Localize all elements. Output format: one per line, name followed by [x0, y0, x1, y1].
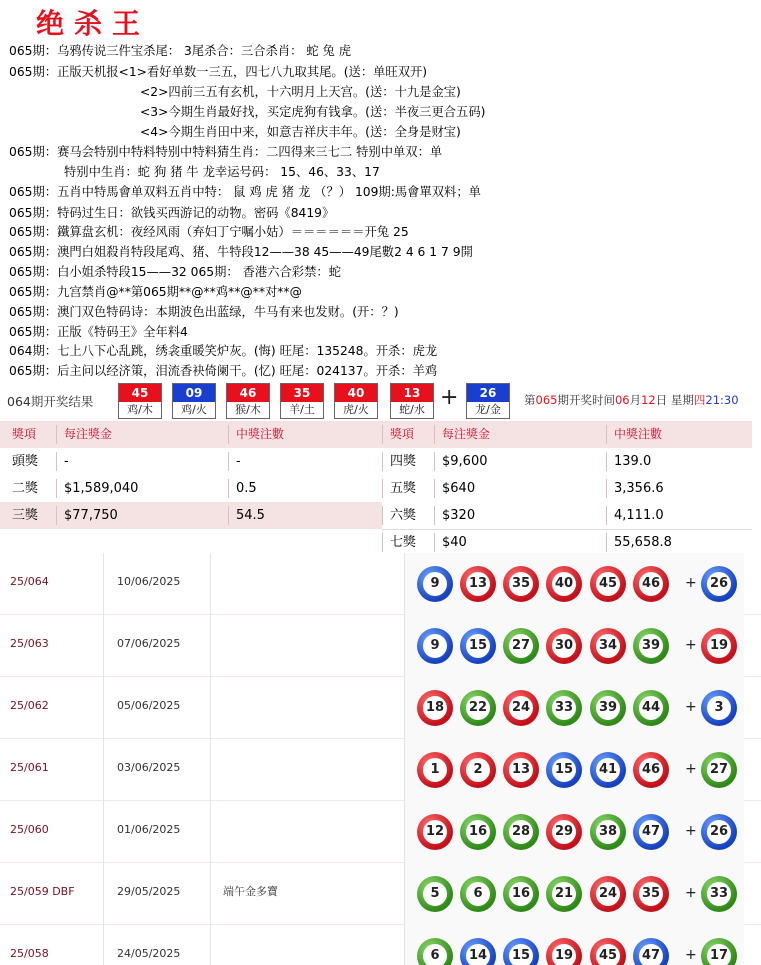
- forecast-line: 065期：澳門白姐殺肖特段尾鸡、猪、牛特段12——38 45——49尾數2 4 6 1 7 9開: [9, 245, 473, 259]
- ball-number: 13: [466, 572, 490, 596]
- next-prefix: 第: [524, 393, 536, 407]
- draw-history-list: [0, 553, 761, 965]
- next-time: 21:30: [705, 393, 739, 407]
- ball-number: 18: [423, 696, 447, 720]
- prize-cell: $1,589,040: [64, 481, 139, 496]
- draw-date: 05/06/2025: [103, 677, 210, 739]
- ball-number: 16: [466, 820, 490, 844]
- forecast-line: <3>今期生肖最好找，买定虎狗有钱拿。(送：半夜三更合五码): [140, 105, 486, 119]
- ball-number: 46: [639, 758, 663, 782]
- draw-balls: [404, 863, 744, 925]
- draw-note: [210, 553, 404, 615]
- column-divider: [228, 506, 229, 525]
- prize-table-header: [0, 421, 752, 448]
- prize-cell: 五獎: [390, 481, 417, 496]
- lottery-ball: [633, 690, 669, 726]
- draw-note: 端午金多寶: [210, 863, 404, 925]
- lottery-ball: [546, 566, 582, 602]
- column-divider: [434, 452, 435, 471]
- prize-cell: 3,356.6: [614, 481, 664, 496]
- prize-cell: 139.0: [614, 454, 652, 469]
- ball-number: 34: [596, 634, 620, 658]
- column-divider: [382, 452, 383, 471]
- prize-cell: -: [64, 454, 69, 469]
- plus-sign: +: [685, 575, 697, 591]
- ball-number: 6: [466, 882, 490, 906]
- ball-number: 27: [707, 758, 731, 782]
- lottery-ball: [460, 690, 496, 726]
- lottery-ball: [460, 938, 496, 965]
- history-row: [0, 863, 761, 925]
- ball-zodiac: 鸡/火: [181, 403, 207, 416]
- ball-number: 33: [552, 696, 576, 720]
- prize-cell: 54.5: [236, 508, 265, 523]
- next-day: 12: [641, 393, 656, 407]
- next-draw-info: [524, 392, 739, 408]
- previous-draw-ball: [226, 383, 270, 419]
- forecast-line: <2>四前三五有玄机，十六明月上天宫。(送：十九是金宝): [140, 85, 461, 99]
- prize-cell: -: [236, 454, 241, 469]
- forecast-line: 065期：赛马会特别中特料特别中特料猜生肖：二四得来三七二 特别中单双：单: [9, 145, 443, 159]
- lottery-ball: [460, 752, 496, 788]
- prize-cell: 二獎: [12, 481, 39, 496]
- prize-cell: $77,750: [64, 508, 118, 523]
- column-divider: [56, 452, 57, 471]
- ball-zodiac: 羊/土: [289, 403, 315, 416]
- column-divider: [606, 506, 607, 525]
- history-row: [0, 553, 761, 615]
- column-divider: [382, 506, 383, 525]
- column-divider: [434, 479, 435, 498]
- draw-balls: [404, 553, 744, 615]
- prize-table-row: [0, 529, 752, 556]
- draw-balls: [404, 925, 744, 965]
- special-lottery-ball: [701, 814, 737, 850]
- draw-issue: 25/058: [10, 947, 49, 960]
- prize-table-row: [0, 448, 752, 475]
- ball-number: 28: [509, 820, 533, 844]
- ball-number: 24: [596, 882, 620, 906]
- history-row: [0, 615, 761, 677]
- ball-number: 39: [596, 696, 620, 720]
- lottery-ball: [417, 628, 453, 664]
- forecast-line: 064期：七上八下心乱跳，绣衾重暖笑炉灰。(悔) 旺尾：135248。开杀：虎龙: [9, 344, 438, 358]
- lottery-ball: [633, 628, 669, 664]
- ball-number: 12: [423, 820, 447, 844]
- ball-number: 33: [707, 882, 731, 906]
- lottery-ball: [546, 938, 582, 965]
- lottery-ball: [546, 814, 582, 850]
- next-month: 06: [614, 393, 630, 407]
- ball-zodiac: 蛇/水: [399, 403, 425, 416]
- lottery-ball: [633, 938, 669, 965]
- lottery-ball: [590, 752, 626, 788]
- prize-cell: 六獎: [390, 508, 417, 523]
- previous-draw-result: [0, 381, 761, 421]
- special-lottery-ball: [701, 690, 737, 726]
- history-row: [0, 677, 761, 739]
- ball-number: 45: [119, 384, 161, 402]
- forecast-line: 065期：正版天机报<1>看好单数一三五，四七八九取其尾。(送：单旺双开): [9, 65, 428, 79]
- plus-sign: +: [685, 699, 697, 715]
- column-divider: [434, 533, 435, 552]
- lottery-ball: [417, 938, 453, 965]
- lottery-ball: [590, 690, 626, 726]
- next-mid: 期开奖时间: [557, 393, 615, 407]
- draw-issue: 25/061: [10, 761, 49, 774]
- lottery-ball: [460, 876, 496, 912]
- ball-number: 1: [423, 758, 447, 782]
- prize-header-cell: 中獎注數: [236, 427, 285, 441]
- prize-header-cell: 獎項: [12, 427, 37, 441]
- column-divider: [606, 479, 607, 498]
- plus-sign: +: [685, 885, 697, 901]
- prize-cell: 0.5: [236, 481, 257, 496]
- previous-draw-ball: [118, 383, 162, 419]
- ball-number: 26: [707, 572, 731, 596]
- draw-note: [210, 739, 404, 801]
- next-issue: 065: [535, 393, 558, 407]
- lottery-ball: [503, 876, 539, 912]
- plus-sign: +: [440, 385, 459, 410]
- prize-cell: $640: [442, 481, 476, 496]
- prize-header-cell: 每注獎金: [64, 427, 113, 441]
- prize-cell: 4,111.0: [614, 508, 664, 523]
- previous-draw-ball: [280, 383, 324, 419]
- ball-zodiac: 龙/金: [475, 403, 501, 416]
- forecast-line: 065期：五肖中特馬會单双料五肖中特： 鼠 鸡 虎 猪 龙 （？） 109期:馬會單双料；单: [9, 185, 481, 199]
- draw-balls: [404, 801, 744, 863]
- previous-draw-ball: [390, 383, 434, 419]
- forecast-line: 065期：乌鸦传说三件宝杀尾： 3尾杀合：三合杀肖： 蛇 兔 虎: [9, 44, 352, 58]
- ball-number: 44: [639, 696, 663, 720]
- ball-number: 21: [552, 882, 576, 906]
- lottery-ball: [590, 628, 626, 664]
- prize-cell: 四獎: [390, 454, 417, 469]
- ball-number: 40: [552, 572, 576, 596]
- forecast-line: 065期：特码过生日：欲钱买西游记的动物。密码《8419》: [9, 206, 335, 220]
- ball-number: 40: [335, 384, 377, 402]
- ball-number: 46: [639, 572, 663, 596]
- prize-cell: 頭獎: [12, 454, 39, 469]
- prize-cell: $40: [442, 535, 467, 550]
- lottery-ball: [417, 876, 453, 912]
- draw-issue: 25/060: [10, 823, 49, 836]
- ball-number: 5: [423, 882, 447, 906]
- ball-number: 26: [707, 820, 731, 844]
- ball-number: 35: [639, 882, 663, 906]
- ball-number: 3: [707, 696, 731, 720]
- ball-number: 38: [596, 820, 620, 844]
- ball-number: 29: [552, 820, 576, 844]
- column-divider: [228, 452, 229, 471]
- next-month-unit: 月: [629, 393, 642, 407]
- ball-number: 09: [173, 384, 215, 402]
- ball-number: 45: [596, 572, 620, 596]
- history-row: [0, 801, 761, 863]
- page-title: 绝杀王: [36, 7, 151, 40]
- lottery-ball: [460, 814, 496, 850]
- draw-date: 29/05/2025: [103, 863, 210, 925]
- lottery-ball: [633, 814, 669, 850]
- draw-date: 01/06/2025: [103, 801, 210, 863]
- lottery-ball: [503, 628, 539, 664]
- ball-number: 39: [639, 634, 663, 658]
- plus-sign: +: [685, 947, 697, 963]
- history-row: [0, 925, 761, 965]
- next-day-unit: 日 星期: [655, 393, 694, 407]
- lottery-ball: [503, 566, 539, 602]
- column-divider: [382, 425, 383, 444]
- previous-draw-ball: [334, 383, 378, 419]
- ball-number: 13: [509, 758, 533, 782]
- ball-number: 26: [467, 384, 509, 402]
- ball-number: 16: [509, 882, 533, 906]
- ball-number: 30: [552, 634, 576, 658]
- draw-date: 07/06/2025: [103, 615, 210, 677]
- draw-balls: [404, 739, 744, 801]
- ball-number: 35: [509, 572, 533, 596]
- column-divider: [56, 425, 57, 444]
- prize-header-cell: 獎項: [390, 427, 415, 441]
- draw-issue: 25/063: [10, 637, 49, 650]
- draw-date: 24/05/2025: [103, 925, 210, 965]
- lottery-ball: [546, 752, 582, 788]
- row-shade: [0, 502, 382, 529]
- draw-balls: [404, 677, 744, 739]
- prize-header-cell: 每注獎金: [442, 427, 491, 441]
- lottery-ball: [590, 876, 626, 912]
- special-lottery-ball: [701, 566, 737, 602]
- forecast-line: <4>今期生肖田中来，如意吉祥庆丰年。(送：全身是财宝): [140, 125, 461, 139]
- lottery-ball: [546, 628, 582, 664]
- ball-zodiac: 猴/木: [235, 403, 261, 416]
- column-divider: [434, 506, 435, 525]
- special-lottery-ball: [701, 628, 737, 664]
- draw-issue: 25/062: [10, 699, 49, 712]
- draw-balls: [404, 615, 744, 677]
- forecast-line: 065期：白小姐杀特段15——32 065期： 香港六合彩禁：蛇: [9, 265, 341, 279]
- draw-date: 03/06/2025: [103, 739, 210, 801]
- ball-number: 35: [281, 384, 323, 402]
- draw-note: [210, 925, 404, 965]
- forecast-line: 065期：后主问以经济策，泪流香袂倚阑干。(忆) 旺尾：024137。开杀：羊鸡: [9, 364, 438, 378]
- draw-date: 10/06/2025: [103, 553, 210, 615]
- column-divider: [606, 533, 607, 552]
- prize-cell: $320: [442, 508, 476, 523]
- lottery-ball: [633, 876, 669, 912]
- special-lottery-ball: [701, 938, 737, 965]
- prize-cell: 三獎: [12, 508, 39, 523]
- draw-note: [210, 615, 404, 677]
- plus-sign: +: [685, 761, 697, 777]
- ball-number: 13: [391, 384, 433, 402]
- draw-note: [210, 677, 404, 739]
- lottery-ball: [460, 566, 496, 602]
- prize-table: [0, 421, 752, 553]
- ball-number: 47: [639, 820, 663, 844]
- lottery-ball: [590, 566, 626, 602]
- lottery-ball: [417, 752, 453, 788]
- lottery-ball: [460, 628, 496, 664]
- column-divider: [382, 479, 383, 498]
- column-divider: [382, 533, 383, 552]
- ball-number: 45: [596, 944, 620, 965]
- ball-number: 15: [552, 758, 576, 782]
- draw-note: [210, 801, 404, 863]
- lottery-ball: [590, 814, 626, 850]
- ball-number: 14: [466, 944, 490, 965]
- ball-number: 2: [466, 758, 490, 782]
- column-divider: [228, 479, 229, 498]
- forecast-line: 065期：鐵算盘玄机：夜经风雨（弃妇丁宁嘱小姑）＝＝＝＝＝＝开兔 25: [9, 225, 409, 239]
- ball-number: 22: [466, 696, 490, 720]
- draw-issue: 25/059 DBF: [10, 885, 75, 898]
- lottery-ball: [417, 690, 453, 726]
- lottery-ball: [503, 690, 539, 726]
- lottery-ball: [546, 876, 582, 912]
- lottery-ball: [633, 566, 669, 602]
- special-lottery-ball: [701, 876, 737, 912]
- lottery-ball: [503, 814, 539, 850]
- special-ball: [466, 383, 510, 419]
- ball-zodiac: 虎/火: [343, 403, 369, 416]
- ball-number: 27: [509, 634, 533, 658]
- prize-table-row: [0, 475, 752, 502]
- lottery-ball: [417, 814, 453, 850]
- ball-number: 17: [707, 944, 731, 965]
- row-border: [382, 529, 752, 556]
- column-divider: [606, 452, 607, 471]
- ball-number: 19: [552, 944, 576, 965]
- lottery-ball: [503, 752, 539, 788]
- ball-number: 9: [423, 634, 447, 658]
- lottery-ball: [546, 690, 582, 726]
- column-divider: [434, 425, 435, 444]
- previous-draw-label: 064期开奖结果: [7, 394, 94, 409]
- forecast-line: 065期：正版《特码王》全年料4: [9, 325, 188, 339]
- previous-draw-ball: [172, 383, 216, 419]
- ball-number: 9: [423, 572, 447, 596]
- forecast-line: 065期：澳门双色特码诗：本期波色出蓝绿，牛马有来也发财。(开：？): [9, 305, 399, 319]
- column-divider: [56, 479, 57, 498]
- ball-number: 24: [509, 696, 533, 720]
- ball-number: 47: [639, 944, 663, 965]
- prize-header-cell: 中獎注數: [614, 427, 663, 441]
- plus-sign: +: [685, 637, 697, 653]
- history-row: [0, 739, 761, 801]
- column-divider: [228, 425, 229, 444]
- ball-zodiac: 鸡/木: [127, 403, 153, 416]
- ball-number: 15: [509, 944, 533, 965]
- draw-issue: 25/064: [10, 575, 49, 588]
- plus-sign: +: [685, 823, 697, 839]
- ball-number: 46: [227, 384, 269, 402]
- prize-cell: 七獎: [390, 535, 417, 550]
- ball-number: 15: [466, 634, 490, 658]
- prize-table-row: [0, 502, 752, 529]
- column-divider: [606, 425, 607, 444]
- prize-cell: 55,658.8: [614, 535, 672, 550]
- ball-number: 41: [596, 758, 620, 782]
- lottery-ball: [417, 566, 453, 602]
- forecast-line: 特别中生肖：蛇 狗 猪 牛 龙幸运号码： 15、46、33、17: [64, 165, 380, 179]
- special-lottery-ball: [701, 752, 737, 788]
- prize-cell: $9,600: [442, 454, 488, 469]
- lottery-ball: [503, 938, 539, 965]
- ball-number: 19: [707, 634, 731, 658]
- ball-number: 6: [423, 944, 447, 965]
- forecast-line: 065期：九宫禁肖@**第065期**@**鸡**@**对**@: [9, 285, 302, 299]
- lottery-ball: [590, 938, 626, 965]
- lottery-ball: [633, 752, 669, 788]
- next-weekday: 四: [693, 393, 706, 407]
- column-divider: [56, 506, 57, 525]
